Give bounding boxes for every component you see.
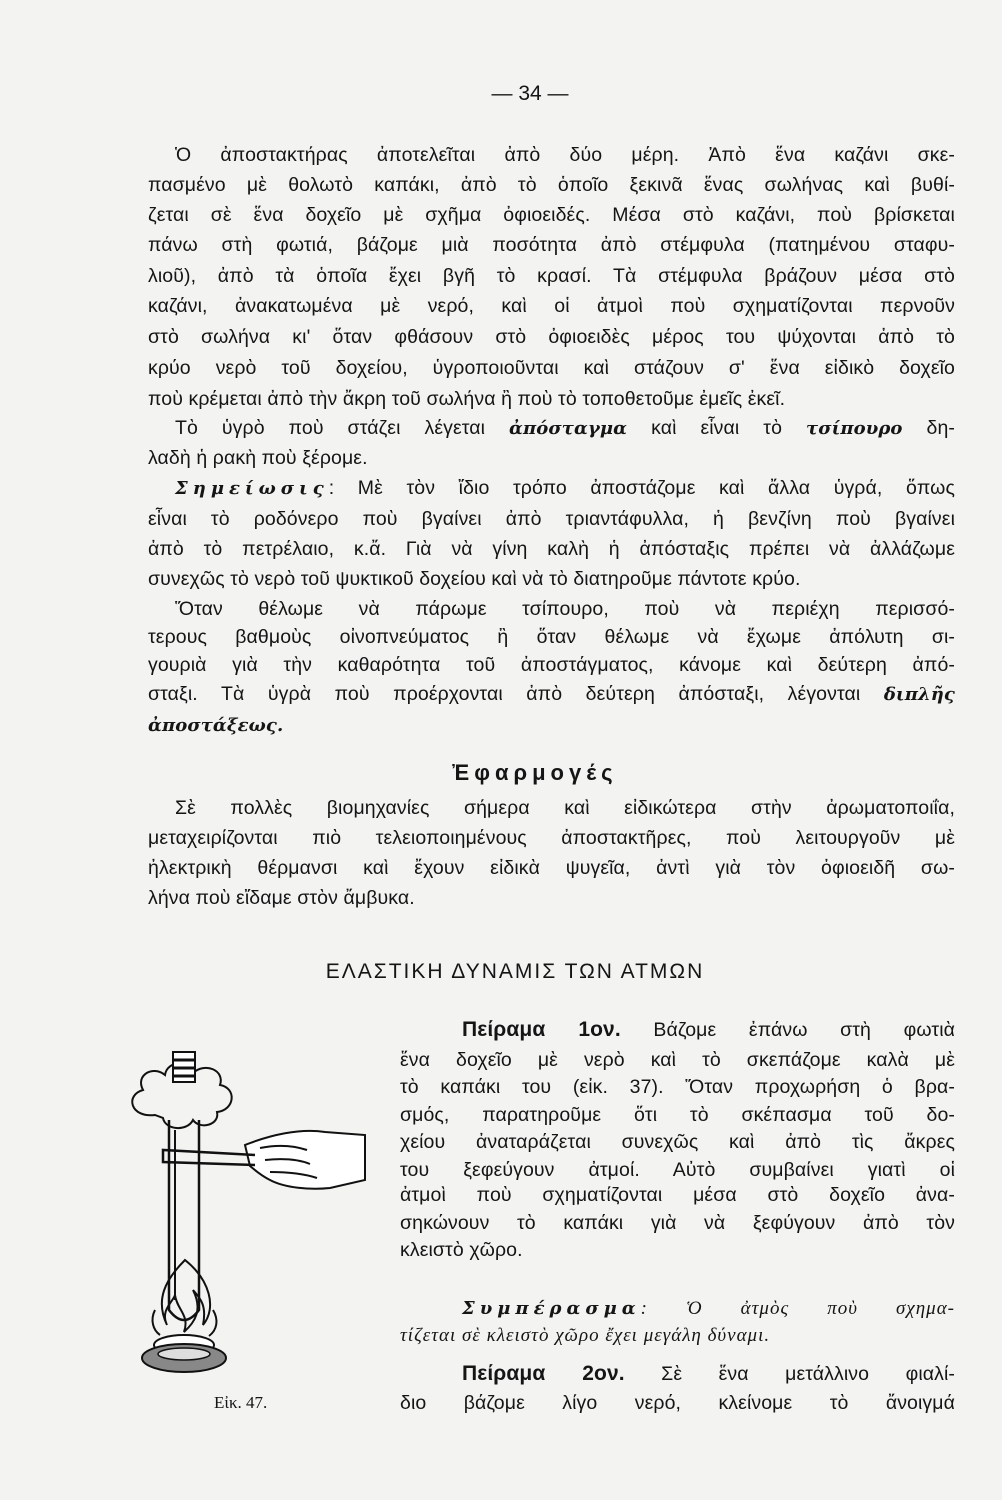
text-segment: καζάνι, ἀνακατωμένα μὲ νερό, καὶ οἱ ἀτμοὶ ποὺ σχηματίζονται περνοῦν: [148, 295, 955, 317]
text-line: [175, 143, 955, 167]
text-segment: κλειστὸ χῶρο.: [400, 1239, 523, 1261]
text-line: [400, 1183, 955, 1207]
text-line: [175, 476, 955, 500]
text-line: [175, 416, 955, 440]
text-line: [400, 1238, 955, 1262]
text-line: [148, 446, 955, 470]
text-line: [148, 264, 955, 288]
text-segment: μεταχειρίζονται πιὸ τελειοποιημένους ἀποστακτῆρες, ποὺ λειτουργοῦν μὲ: [148, 827, 955, 849]
text-line: [148, 356, 955, 380]
emphasized-text: διπλῆς: [883, 684, 955, 705]
text-line: [400, 1075, 955, 1099]
text-segment: εἶναι τὸ ροδόνερο ποὺ βγαίνει ἀπὸ τριαντάφυλλα, ἡ βενζίνη ποὺ βγαίνει: [148, 508, 955, 530]
text-line: [148, 203, 955, 227]
text-segment: Σὲ πολλὲς βιομηχανίες σήμερα καὶ εἰδικώτερα στὴν ἀρωματοποιΐα,: [175, 797, 955, 819]
text-segment: ζεται σὲ ἕνα δοχεῖο μὲ σχῆμα ὀφιοειδές. Μέσα στὸ καζάνι, ποὺ βρίσκεται: [148, 204, 955, 226]
text-segment: Τὸ ὑγρὸ ποὺ στάζει λέγεται: [175, 417, 510, 439]
text-line: [148, 537, 955, 561]
text-segment: Ὅταν θέλωμε νὰ πάρωμε τσίπουρο, ποὺ νὰ περιέχη περισσό-: [175, 598, 955, 620]
figure-caption: Εἰκ. 47.: [214, 1393, 268, 1412]
emphasized-text: Συμπέρασμα: [462, 1298, 641, 1319]
text-line: [462, 1362, 955, 1386]
text-line: [175, 796, 955, 820]
text-line: [148, 173, 955, 197]
text-line: [148, 233, 955, 257]
emphasized-text: τίζεται σὲ κλειστὸ χῶρο ἔχει μεγάλη δύναμι.: [400, 1325, 771, 1346]
text-line: [462, 1296, 955, 1320]
text-segment: Σὲ ἕνα μετάλλινο φιαλί-: [624, 1363, 956, 1385]
text-segment: λιοῦ), ἀπὸ τὰ ὁποῖα ἔχει βγῆ τὸ κρασί. Τὰ στέμφυλα βράζουν μέσα στὸ: [148, 265, 955, 287]
section-title: ΕΛΑΣΤΙΚΗ ΔΥΝΑΜΙΣ ΤΩΝ ΑΤΜΩΝ: [325, 960, 705, 983]
emphasized-text: ἀποστάξεως.: [148, 715, 284, 736]
text-segment: σταξι. Τὰ ὑγρὰ ποὺ προέρχονται ἀπὸ δεύτερη ἀπόσταξι, λέγονται: [148, 683, 884, 705]
text-segment: : Μὲ τὸν ἴδιο τρόπο ἀποστάζομε καὶ ἄλλα ὑγρά, ὅπως: [328, 477, 955, 499]
emphasized-text: τσίπουρο: [806, 418, 903, 439]
text-segment: ἀτμοὶ ποὺ σχηματίζονται μέσα στὸ δοχεῖο ἀνα-: [400, 1184, 955, 1206]
emphasized-text: : Ὁ ἀτμὸς ποὺ σχημα-: [640, 1298, 955, 1319]
text-line: [400, 1211, 955, 1235]
text-segment: σμός, παρατηροῦμε ὅτι τὸ σκέπασμα τοῦ δο-: [400, 1104, 955, 1126]
page-number: — 34 —: [491, 82, 569, 105]
text-line: [400, 1048, 955, 1072]
figure-test-tube-illustration: [95, 1040, 385, 1390]
text-segment: ἕνα δοχεῖο μὲ νερὸ καὶ τὸ σκεπάζομε καλὰ μὲ: [400, 1049, 955, 1071]
text-line: [400, 1158, 955, 1182]
text-segment: ἠλεκτρικὴ θέρμανσι καὶ ἔχουν εἰδικὰ ψυγεῖα, ἀντὶ γιὰ τὸν ὀφιοειδῆ σω-: [148, 857, 955, 879]
text-segment: καὶ εἶναι τὸ: [627, 417, 806, 439]
text-segment: πασμένο μὲ θολωτὸ καπάκι, ἀπὸ τὸ ὁποῖο ξεκινᾶ ἕνας σωλήνας καὶ βυθί-: [148, 174, 955, 196]
emphasized-text: Πείραμα 1ον.: [462, 1018, 621, 1041]
text-line: [148, 653, 955, 677]
text-line: [462, 1018, 955, 1042]
text-line: [148, 507, 955, 531]
text-line: [148, 886, 955, 910]
text-line: [148, 682, 955, 706]
text-line: [148, 856, 955, 880]
text-segment: κρύο νερὸ τοῦ δοχείου, ὑγροποιοῦνται καὶ στάζουν σ' ἕνα εἰδικὸ δοχεῖο: [148, 357, 955, 379]
emphasized-text: ἀπόσταγμα: [509, 418, 628, 439]
text-line: [148, 826, 955, 850]
emphasized-text: Πείραμα 2ον.: [462, 1362, 625, 1385]
text-line: [148, 387, 955, 411]
text-segment: ποὺ κρέμεται ἀπὸ τὴν ἄκρη τοῦ σωλήνα ἢ ποὺ τὸ τοποθετοῦμε ἐμεῖς ἐκεῖ.: [148, 388, 786, 410]
text-segment: τερους βαθμοὺς οἰνοπνεύματος ἢ ὅταν θέλωμε νὰ ἔχωμε ἀπόλυτη σι-: [148, 626, 955, 648]
hand-with-tongs-icon: [163, 1131, 365, 1189]
text-segment: σηκώνουν τὸ καπάκι γιὰ νὰ ξεφύγουν ἀπὸ τὸν: [400, 1212, 955, 1234]
text-segment: λαδὴ ἡ ρακὴ ποὺ ξέρομε.: [148, 447, 368, 469]
text-segment: στὸ σωλήνα κι' ὅταν φθάσουν στὸ ὀφιοειδὲς μέρος του ψύχονται ἀπὸ τὸ: [148, 326, 955, 348]
text-line: [400, 1103, 955, 1127]
text-segment: δη-: [902, 417, 955, 439]
text-line: [148, 567, 955, 591]
text-segment: διο βάζομε λίγο νερό, κλείνομε τὸ ἄνοιγμά: [400, 1392, 955, 1414]
emphasized-text: Σημείωσις: [175, 478, 329, 499]
text-line: [400, 1391, 955, 1415]
text-line: [400, 1323, 955, 1347]
text-line: [148, 294, 955, 318]
burner-icon: [142, 1335, 226, 1372]
text-segment: γουριὰ γιὰ τὴν καθαρότητα τοῦ ἀποστάγματος, κάνομε καὶ δεύτερη ἀπό-: [148, 654, 955, 676]
flame-icon: [153, 1260, 217, 1336]
text-line: [148, 325, 955, 349]
text-segment: Ὁ ἀποστακτήρας ἀποτελεῖται ἀπὸ δύο μέρη. Ἀπὸ ἕνα καζάνι σκε-: [175, 144, 955, 166]
text-segment: χείου ἀναταράζεται συνεχῶς καὶ ἀπὸ τὶς ἄκρες: [400, 1131, 955, 1153]
text-line: [148, 713, 955, 737]
heading-applications: Ἐφαρμογές: [452, 760, 618, 785]
text-segment: ἀπὸ τὸ πετρέλαιο, κ.ἄ. Γιὰ νὰ γίνη καλὴ ἡ ἀπόσταξις πρέπει νὰ ἀλλάζωμε: [148, 538, 955, 560]
text-segment: πάνω στὴ φωτιά, βάζομε μιὰ ποσότητα ἀπὸ στέμφυλα (πατημένου σταφυ-: [148, 234, 955, 256]
cork-icon: [173, 1052, 195, 1082]
text-segment: Βάζομε ἐπάνω στὴ φωτιὰ: [620, 1019, 955, 1041]
text-segment: του ξεφεύγουν ἀτμοί. Αὐτὸ συμβαίνει γιατὶ οἱ: [400, 1159, 955, 1181]
text-line: [400, 1130, 955, 1154]
text-segment: συνεχῶς τὸ νερὸ τοῦ ψυκτικοῦ δοχείου καὶ νὰ τὸ διατηροῦμε πάντοτε κρύο.: [148, 568, 801, 590]
text-line: [148, 625, 955, 649]
text-segment: λήνα ποὺ εἴδαμε στὸν ἄμβυκα.: [148, 887, 415, 909]
text-segment: τὸ καπάκι του (εἰκ. 37). Ὅταν προχωρήση ὁ βρα-: [400, 1076, 955, 1098]
text-line: [175, 597, 955, 621]
